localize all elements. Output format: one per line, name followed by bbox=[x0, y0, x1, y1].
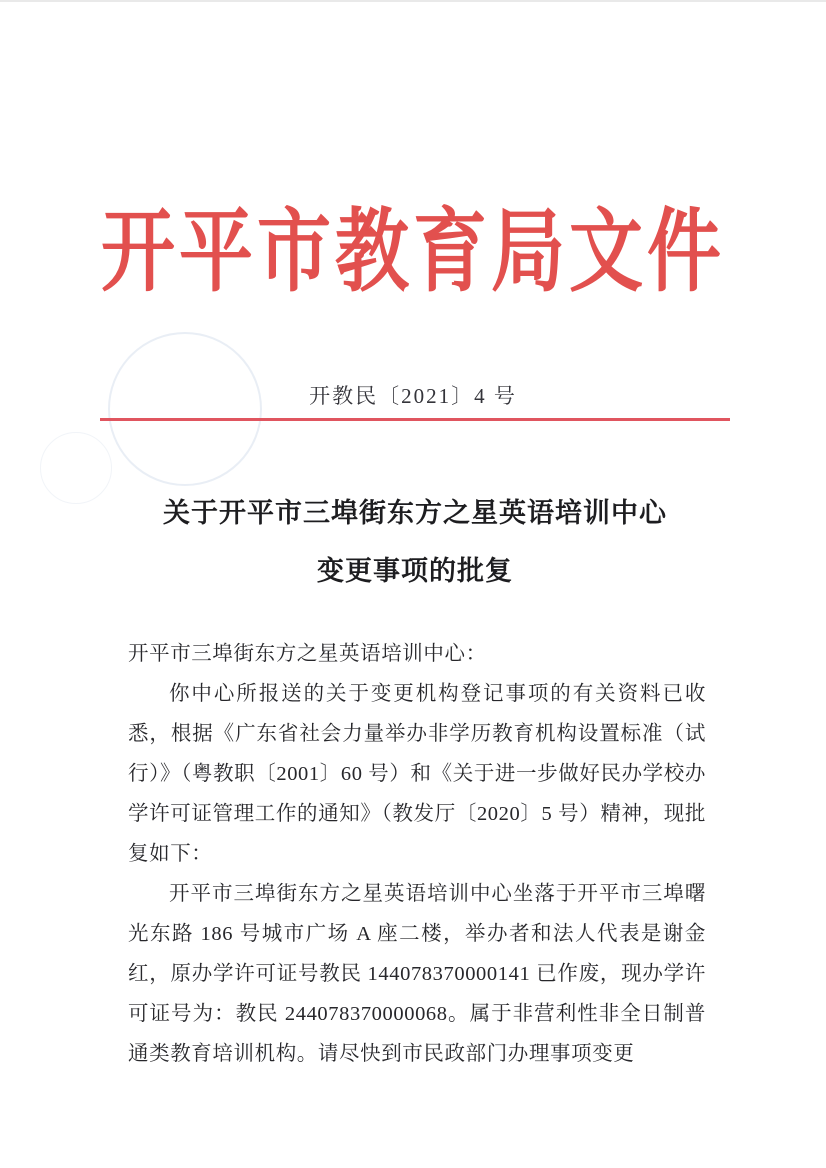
page-title bbox=[100, 484, 730, 600]
body-addressee: 开平市三埠街东方之星英语培训中心： bbox=[128, 643, 487, 665]
page-title-line-1: 关于开平市三埠街东方之星英语培训中心 bbox=[163, 498, 667, 528]
masthead-title: 开平市教育局文件 bbox=[101, 203, 725, 304]
masthead bbox=[0, 203, 826, 304]
page-title-line-2: 变更事项的批复 bbox=[317, 556, 513, 586]
red-separator-rule bbox=[100, 418, 730, 421]
document-number: 开教民〔2021〕4 号 bbox=[309, 384, 517, 408]
body-paragraph-2: 开平市三埠街东方之星英语培训中心坐落于开平市三埠曙光东路 186 号城市广场 A 座二楼，举办者和法人代表是谢金红，原办学许可证号教民 144078370000141 已作废，现办学许可证号为：教民 244078370000068。属于非营利性非全日制普通类教育培训机构。请尽快到市民政部门办理事项变更 bbox=[128, 883, 706, 1065]
body-paragraph-1: 你中心所报送的关于变更机构登记事项的有关资料已收悉，根据《广东省社会力量举办非学历教育机构设置标准（试行）》（粤教职〔2001〕60 号）和《关于进一步做好民办学校办学许可证管理工作的通知》（教发厅〔2020〕5 号）精神，现批复如下： bbox=[128, 683, 706, 865]
document-body bbox=[128, 634, 706, 1074]
